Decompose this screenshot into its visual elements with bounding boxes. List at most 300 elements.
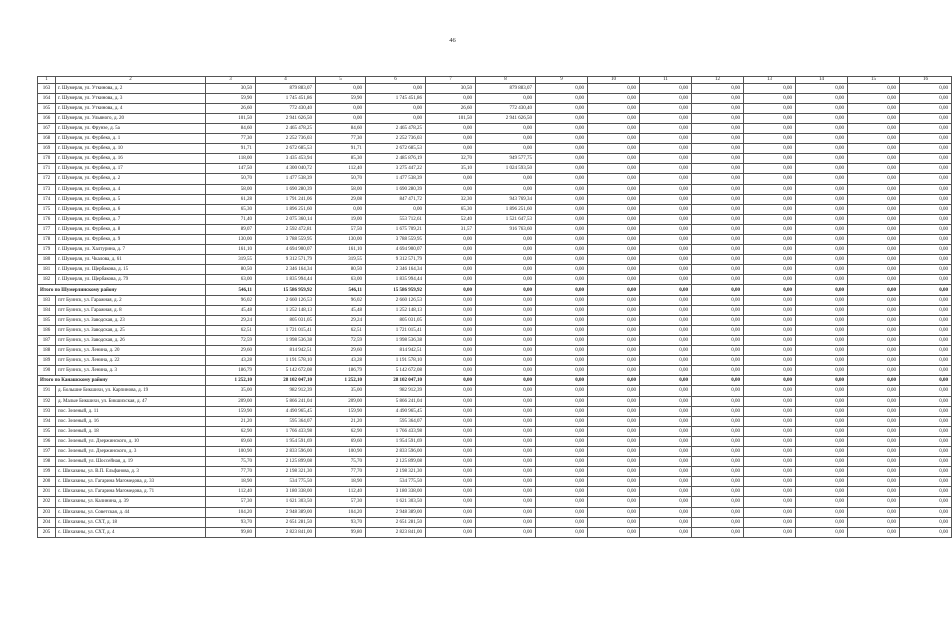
table-row [38, 457, 952, 467]
zero-cell: 0,00 [640, 93, 692, 103]
zero-cell: 0,00 [796, 93, 848, 103]
value-cell: 65,30 [426, 204, 476, 214]
value-cell: 4 694 900,07 [256, 245, 316, 255]
zero-cell: 0,00 [640, 184, 692, 194]
zero-cell: 0,00 [744, 517, 796, 527]
table-row [38, 123, 952, 133]
zero-cell: 0,00 [536, 144, 588, 154]
zero-cell: 0,00 [640, 396, 692, 406]
table-row [38, 396, 952, 406]
value-cell: 28 102 047,10 [256, 376, 316, 386]
value-cell: 0,00 [476, 517, 536, 527]
row-number: 191 [38, 386, 56, 396]
value-cell: 1 766 433,98 [366, 426, 426, 436]
zero-cell: 0,00 [640, 376, 692, 386]
zero-cell: 0,00 [640, 527, 692, 537]
value-cell: 0,00 [426, 457, 476, 467]
table-row [38, 295, 952, 305]
address-cell: пос. Зеленый, ул. Шоссейная, д. 19 [56, 457, 206, 467]
row-number: 200 [38, 477, 56, 487]
column-number: 8 [476, 77, 536, 84]
table-row [38, 477, 952, 487]
zero-cell: 0,00 [900, 245, 952, 255]
zero-cell: 0,00 [796, 477, 848, 487]
zero-cell: 0,00 [744, 457, 796, 467]
zero-cell: 0,00 [848, 93, 900, 103]
zero-cell: 0,00 [640, 113, 692, 123]
row-number: 183 [38, 295, 56, 305]
value-cell: 0,00 [426, 346, 476, 356]
zero-cell: 0,00 [640, 214, 692, 224]
row-number: 174 [38, 194, 56, 204]
zero-cell: 0,00 [796, 194, 848, 204]
zero-cell: 0,00 [640, 416, 692, 426]
table-row [38, 507, 952, 517]
zero-cell: 0,00 [536, 224, 588, 234]
value-cell: 75,70 [206, 457, 256, 467]
table-row [38, 325, 952, 335]
value-cell: 31,57 [426, 224, 476, 234]
address-cell: пгт Буинск, ул. Гаражная, д. 2 [56, 295, 206, 305]
value-cell: 1 024 593,50 [476, 164, 536, 174]
value-cell: 2 948 389,00 [256, 507, 316, 517]
zero-cell: 0,00 [692, 487, 744, 497]
value-cell: 0,00 [476, 174, 536, 184]
zero-cell: 0,00 [536, 103, 588, 113]
zero-cell: 0,00 [640, 204, 692, 214]
value-cell: 916 763,60 [476, 224, 536, 234]
zero-cell: 0,00 [900, 154, 952, 164]
zero-cell: 0,00 [796, 376, 848, 386]
zero-cell: 0,00 [536, 265, 588, 275]
value-cell: 118,00 [206, 154, 256, 164]
value-cell: 93,70 [316, 517, 366, 527]
zero-cell: 0,00 [900, 446, 952, 456]
zero-cell: 0,00 [588, 517, 640, 527]
value-cell: 35,10 [426, 164, 476, 174]
zero-cell: 0,00 [640, 446, 692, 456]
zero-cell: 0,00 [692, 335, 744, 345]
zero-cell: 0,00 [588, 275, 640, 285]
zero-cell: 0,00 [640, 144, 692, 154]
value-cell: 69,60 [206, 436, 256, 446]
zero-cell: 0,00 [588, 467, 640, 477]
value-cell: 43,28 [206, 356, 256, 366]
zero-cell: 0,00 [848, 255, 900, 265]
value-cell: 65,30 [206, 204, 256, 214]
value-cell: 1 477 538,39 [256, 174, 316, 184]
value-cell: 2 948 389,00 [366, 507, 426, 517]
zero-cell: 0,00 [796, 123, 848, 133]
zero-cell: 0,00 [900, 507, 952, 517]
value-cell: 982 912,39 [366, 386, 426, 396]
value-cell: 5 142 672,08 [366, 366, 426, 376]
table-row [38, 113, 952, 123]
zero-cell: 0,00 [744, 275, 796, 285]
value-cell: 0,00 [476, 275, 536, 285]
zero-cell: 0,00 [692, 224, 744, 234]
value-cell: 0,00 [426, 446, 476, 456]
zero-cell: 0,00 [588, 436, 640, 446]
zero-cell: 0,00 [744, 103, 796, 113]
zero-cell: 0,00 [900, 487, 952, 497]
value-cell: 1 621 303,50 [256, 497, 316, 507]
value-cell: 0,00 [426, 174, 476, 184]
zero-cell: 0,00 [588, 204, 640, 214]
value-cell: 84,60 [316, 123, 366, 133]
zero-cell: 0,00 [900, 396, 952, 406]
value-cell: 0,00 [426, 295, 476, 305]
value-cell: 61,28 [206, 194, 256, 204]
zero-cell: 0,00 [744, 356, 796, 366]
table-row [38, 305, 952, 315]
row-number: 196 [38, 436, 56, 446]
value-cell: 0,00 [476, 144, 536, 154]
value-cell: 5 142 672,08 [256, 366, 316, 376]
zero-cell: 0,00 [536, 396, 588, 406]
row-number: 166 [38, 113, 56, 123]
address-cell: г. Шумерля, ул. Фурбеко, д. 7 [56, 214, 206, 224]
value-cell: 30,50 [206, 83, 256, 93]
value-cell: 161,10 [206, 245, 256, 255]
zero-cell: 0,00 [744, 235, 796, 245]
value-cell: 29,08 [316, 194, 366, 204]
zero-cell: 0,00 [900, 356, 952, 366]
zero-cell: 0,00 [692, 265, 744, 275]
zero-cell: 0,00 [692, 406, 744, 416]
value-cell: 2 075 360,14 [256, 214, 316, 224]
value-cell: 72,59 [206, 335, 256, 345]
zero-cell: 0,00 [848, 366, 900, 376]
zero-cell: 0,00 [536, 436, 588, 446]
row-number: 170 [38, 154, 56, 164]
value-cell: 772 430,40 [476, 103, 536, 113]
row-number: 172 [38, 174, 56, 184]
zero-cell: 0,00 [536, 255, 588, 265]
zero-cell: 0,00 [692, 255, 744, 265]
zero-cell: 0,00 [900, 164, 952, 174]
zero-cell: 0,00 [848, 184, 900, 194]
address-cell: д. Большие Бикшихи, ул. Карпинова, д. 19 [56, 386, 206, 396]
value-cell: 0,00 [476, 235, 536, 245]
value-cell: 0,00 [426, 467, 476, 477]
value-cell: 29,24 [206, 315, 256, 325]
value-cell: 1 745 451,86 [256, 93, 316, 103]
zero-cell: 0,00 [900, 134, 952, 144]
row-number: 178 [38, 235, 56, 245]
value-cell: 0,00 [426, 366, 476, 376]
zero-cell: 0,00 [900, 123, 952, 133]
zero-cell: 0,00 [848, 426, 900, 436]
value-cell: 45,48 [316, 305, 366, 315]
value-cell: 99,80 [206, 527, 256, 537]
address-cell: г. Шумерля, ул. Халтурина, д. 7 [56, 245, 206, 255]
zero-cell: 0,00 [692, 83, 744, 93]
value-cell: 1 721 015,41 [256, 325, 316, 335]
zero-cell: 0,00 [796, 154, 848, 164]
value-cell: 104,20 [316, 507, 366, 517]
zero-cell: 0,00 [848, 123, 900, 133]
value-cell: 772 430,40 [256, 103, 316, 113]
value-cell: 0,00 [476, 487, 536, 497]
zero-cell: 0,00 [588, 194, 640, 204]
row-number: 194 [38, 416, 56, 426]
row-number: 185 [38, 315, 56, 325]
zero-cell: 0,00 [796, 457, 848, 467]
value-cell: 112,40 [206, 487, 256, 497]
value-cell: 0,00 [316, 204, 366, 214]
value-cell: 29,60 [206, 346, 256, 356]
value-cell: 0,00 [426, 123, 476, 133]
zero-cell: 0,00 [588, 527, 640, 537]
row-number: 181 [38, 265, 56, 275]
address-cell: с. Шихазаны, ул. Гагарина Магомедова, д. 71 [56, 487, 206, 497]
value-cell: 1 896 251,60 [476, 204, 536, 214]
value-cell: 1 791 241,06 [256, 194, 316, 204]
zero-cell: 0,00 [900, 285, 952, 295]
value-cell: 0,00 [426, 517, 476, 527]
zero-cell: 0,00 [640, 224, 692, 234]
zero-cell: 0,00 [900, 467, 952, 477]
address-cell: г. Шумерля, ул. Фурбеко, д. 2 [56, 174, 206, 184]
zero-cell: 0,00 [796, 386, 848, 396]
value-cell: 0,00 [476, 467, 536, 477]
zero-cell: 0,00 [848, 103, 900, 113]
address-cell: пгт Буинск, ул. Ленина, д. 3 [56, 366, 206, 376]
row-number: 186 [38, 325, 56, 335]
zero-cell: 0,00 [588, 224, 640, 234]
zero-cell: 0,00 [796, 235, 848, 245]
zero-cell: 0,00 [900, 194, 952, 204]
table-row [38, 356, 952, 366]
zero-cell: 0,00 [692, 315, 744, 325]
table-row [38, 467, 952, 477]
value-cell: 1 690 280,39 [256, 184, 316, 194]
total-row [38, 285, 952, 295]
zero-cell: 0,00 [692, 275, 744, 285]
value-cell: 0,00 [426, 285, 476, 295]
row-number: 175 [38, 204, 56, 214]
value-cell: 21,20 [206, 416, 256, 426]
row-number: 201 [38, 487, 56, 497]
zero-cell: 0,00 [744, 265, 796, 275]
zero-cell: 0,00 [900, 265, 952, 275]
zero-cell: 0,00 [848, 154, 900, 164]
zero-cell: 0,00 [848, 315, 900, 325]
zero-cell: 0,00 [536, 497, 588, 507]
zero-cell: 0,00 [796, 305, 848, 315]
value-cell: 2 485 876,19 [366, 154, 426, 164]
value-cell: 0,00 [476, 477, 536, 487]
value-cell: 2 592 472,81 [256, 224, 316, 234]
value-cell: 159,90 [206, 406, 256, 416]
value-cell: 75,70 [316, 457, 366, 467]
table-row [38, 426, 952, 436]
address-cell: пос. Зеленый, д. 11 [56, 406, 206, 416]
value-cell: 2 651 281,50 [256, 517, 316, 527]
address-cell: г. Шумерля, ул. Фрунзе, д. 5а [56, 123, 206, 133]
zero-cell: 0,00 [796, 527, 848, 537]
column-number: 1 [38, 77, 56, 84]
table-row [38, 174, 952, 184]
zero-cell: 0,00 [744, 204, 796, 214]
zero-cell: 0,00 [536, 386, 588, 396]
value-cell: 62,51 [316, 325, 366, 335]
value-cell: 32,30 [426, 194, 476, 204]
address-cell: г. Шумерля, ул. Фурбеко, д. 17 [56, 164, 206, 174]
value-cell: 93,70 [206, 517, 256, 527]
zero-cell: 0,00 [588, 134, 640, 144]
zero-cell: 0,00 [744, 83, 796, 93]
zero-cell: 0,00 [744, 224, 796, 234]
zero-cell: 0,00 [744, 214, 796, 224]
zero-cell: 0,00 [536, 305, 588, 315]
zero-cell: 0,00 [692, 366, 744, 376]
value-cell: 0,00 [426, 325, 476, 335]
zero-cell: 0,00 [900, 184, 952, 194]
zero-cell: 0,00 [796, 487, 848, 497]
table-row [38, 346, 952, 356]
table-row [38, 335, 952, 345]
value-cell: 0,00 [476, 315, 536, 325]
zero-cell: 0,00 [588, 113, 640, 123]
address-cell: с. Шихазаны, ул. В.П. Ельфанова, д. 3 [56, 467, 206, 477]
zero-cell: 0,00 [848, 396, 900, 406]
value-cell: 2 465 478,25 [256, 123, 316, 133]
value-cell: 59,90 [206, 93, 256, 103]
value-cell: 0,00 [316, 83, 366, 93]
zero-cell: 0,00 [900, 457, 952, 467]
zero-cell: 0,00 [900, 103, 952, 113]
zero-cell: 0,00 [692, 214, 744, 224]
table-row [38, 366, 952, 376]
zero-cell: 0,00 [744, 477, 796, 487]
value-cell: 3 788 559,95 [256, 235, 316, 245]
value-cell: 2 823 841,00 [256, 527, 316, 537]
value-cell: 0,00 [426, 386, 476, 396]
zero-cell: 0,00 [640, 275, 692, 285]
column-number: 6 [366, 77, 426, 84]
address-cell: пгт Буинск, ул. Ленина, д. 20 [56, 346, 206, 356]
value-cell: 0,00 [316, 103, 366, 113]
value-cell: 3 180 338,00 [256, 487, 316, 497]
row-number: 184 [38, 305, 56, 315]
value-cell: 2 660 126,53 [256, 295, 316, 305]
value-cell: 4 490 965,45 [256, 406, 316, 416]
value-cell: 43,28 [316, 356, 366, 366]
value-cell: 2 198 321,30 [366, 467, 426, 477]
value-cell: 35,00 [316, 386, 366, 396]
value-cell: 0,00 [426, 487, 476, 497]
value-cell: 84,60 [206, 123, 256, 133]
value-cell: 0,00 [426, 305, 476, 315]
value-cell: 0,00 [366, 113, 426, 123]
zero-cell: 0,00 [900, 174, 952, 184]
zero-cell: 0,00 [536, 356, 588, 366]
zero-cell: 0,00 [744, 113, 796, 123]
row-number: 188 [38, 346, 56, 356]
zero-cell: 0,00 [536, 416, 588, 426]
zero-cell: 0,00 [900, 346, 952, 356]
zero-cell: 0,00 [640, 366, 692, 376]
value-cell: 0,00 [426, 416, 476, 426]
zero-cell: 0,00 [848, 356, 900, 366]
column-number: 15 [848, 77, 900, 84]
value-cell: 15 586 959,92 [366, 285, 426, 295]
value-cell: 1 954 591,69 [366, 436, 426, 446]
zero-cell: 0,00 [796, 406, 848, 416]
zero-cell: 0,00 [640, 386, 692, 396]
zero-cell: 0,00 [588, 346, 640, 356]
value-cell: 35,00 [206, 386, 256, 396]
column-number: 16 [900, 77, 952, 84]
table-row [38, 154, 952, 164]
zero-cell: 0,00 [536, 366, 588, 376]
zero-cell: 0,00 [640, 457, 692, 467]
zero-cell: 0,00 [692, 467, 744, 477]
zero-cell: 0,00 [744, 376, 796, 386]
zero-cell: 0,00 [536, 275, 588, 285]
table-row [38, 245, 952, 255]
value-cell: 2 465 478,25 [366, 123, 426, 133]
value-cell: 0,00 [476, 285, 536, 295]
zero-cell: 0,00 [744, 194, 796, 204]
zero-cell: 0,00 [744, 406, 796, 416]
zero-cell: 0,00 [692, 123, 744, 133]
zero-cell: 0,00 [640, 497, 692, 507]
zero-cell: 0,00 [796, 204, 848, 214]
zero-cell: 0,00 [900, 93, 952, 103]
row-number: 205 [38, 527, 56, 537]
value-cell: 18,90 [206, 477, 256, 487]
zero-cell: 0,00 [848, 376, 900, 386]
value-cell: 0,00 [426, 396, 476, 406]
zero-cell: 0,00 [536, 235, 588, 245]
table-row [38, 235, 952, 245]
zero-cell: 0,00 [588, 83, 640, 93]
zero-cell: 0,00 [692, 93, 744, 103]
value-cell: 63,00 [206, 275, 256, 285]
zero-cell: 0,00 [588, 487, 640, 497]
row-number: 179 [38, 245, 56, 255]
zero-cell: 0,00 [588, 214, 640, 224]
zero-cell: 0,00 [588, 295, 640, 305]
value-cell: 112,40 [316, 164, 366, 174]
zero-cell: 0,00 [536, 295, 588, 305]
column-number: 5 [316, 77, 366, 84]
zero-cell: 0,00 [900, 214, 952, 224]
value-cell: 805 031,05 [366, 315, 426, 325]
zero-cell: 0,00 [744, 154, 796, 164]
address-cell: с. Шихазаны, ул. Советская, д. 44 [56, 507, 206, 517]
zero-cell: 0,00 [848, 305, 900, 315]
row-number: 165 [38, 103, 56, 113]
table-row [38, 224, 952, 234]
zero-cell: 0,00 [744, 396, 796, 406]
zero-cell: 0,00 [848, 265, 900, 275]
address-cell: г. Шумерля, ул. Фурбеко, д. 6 [56, 204, 206, 214]
value-cell: 85,30 [316, 154, 366, 164]
zero-cell: 0,00 [640, 295, 692, 305]
zero-cell: 0,00 [744, 245, 796, 255]
address-cell: г. Шумерля, ул. Уткинова, д. 3 [56, 93, 206, 103]
value-cell: 319,55 [316, 255, 366, 265]
value-cell: 1 675 709,21 [366, 224, 426, 234]
value-cell: 1 521 647,53 [476, 214, 536, 224]
value-cell: 0,00 [476, 93, 536, 103]
zero-cell: 0,00 [536, 406, 588, 416]
zero-cell: 0,00 [588, 356, 640, 366]
